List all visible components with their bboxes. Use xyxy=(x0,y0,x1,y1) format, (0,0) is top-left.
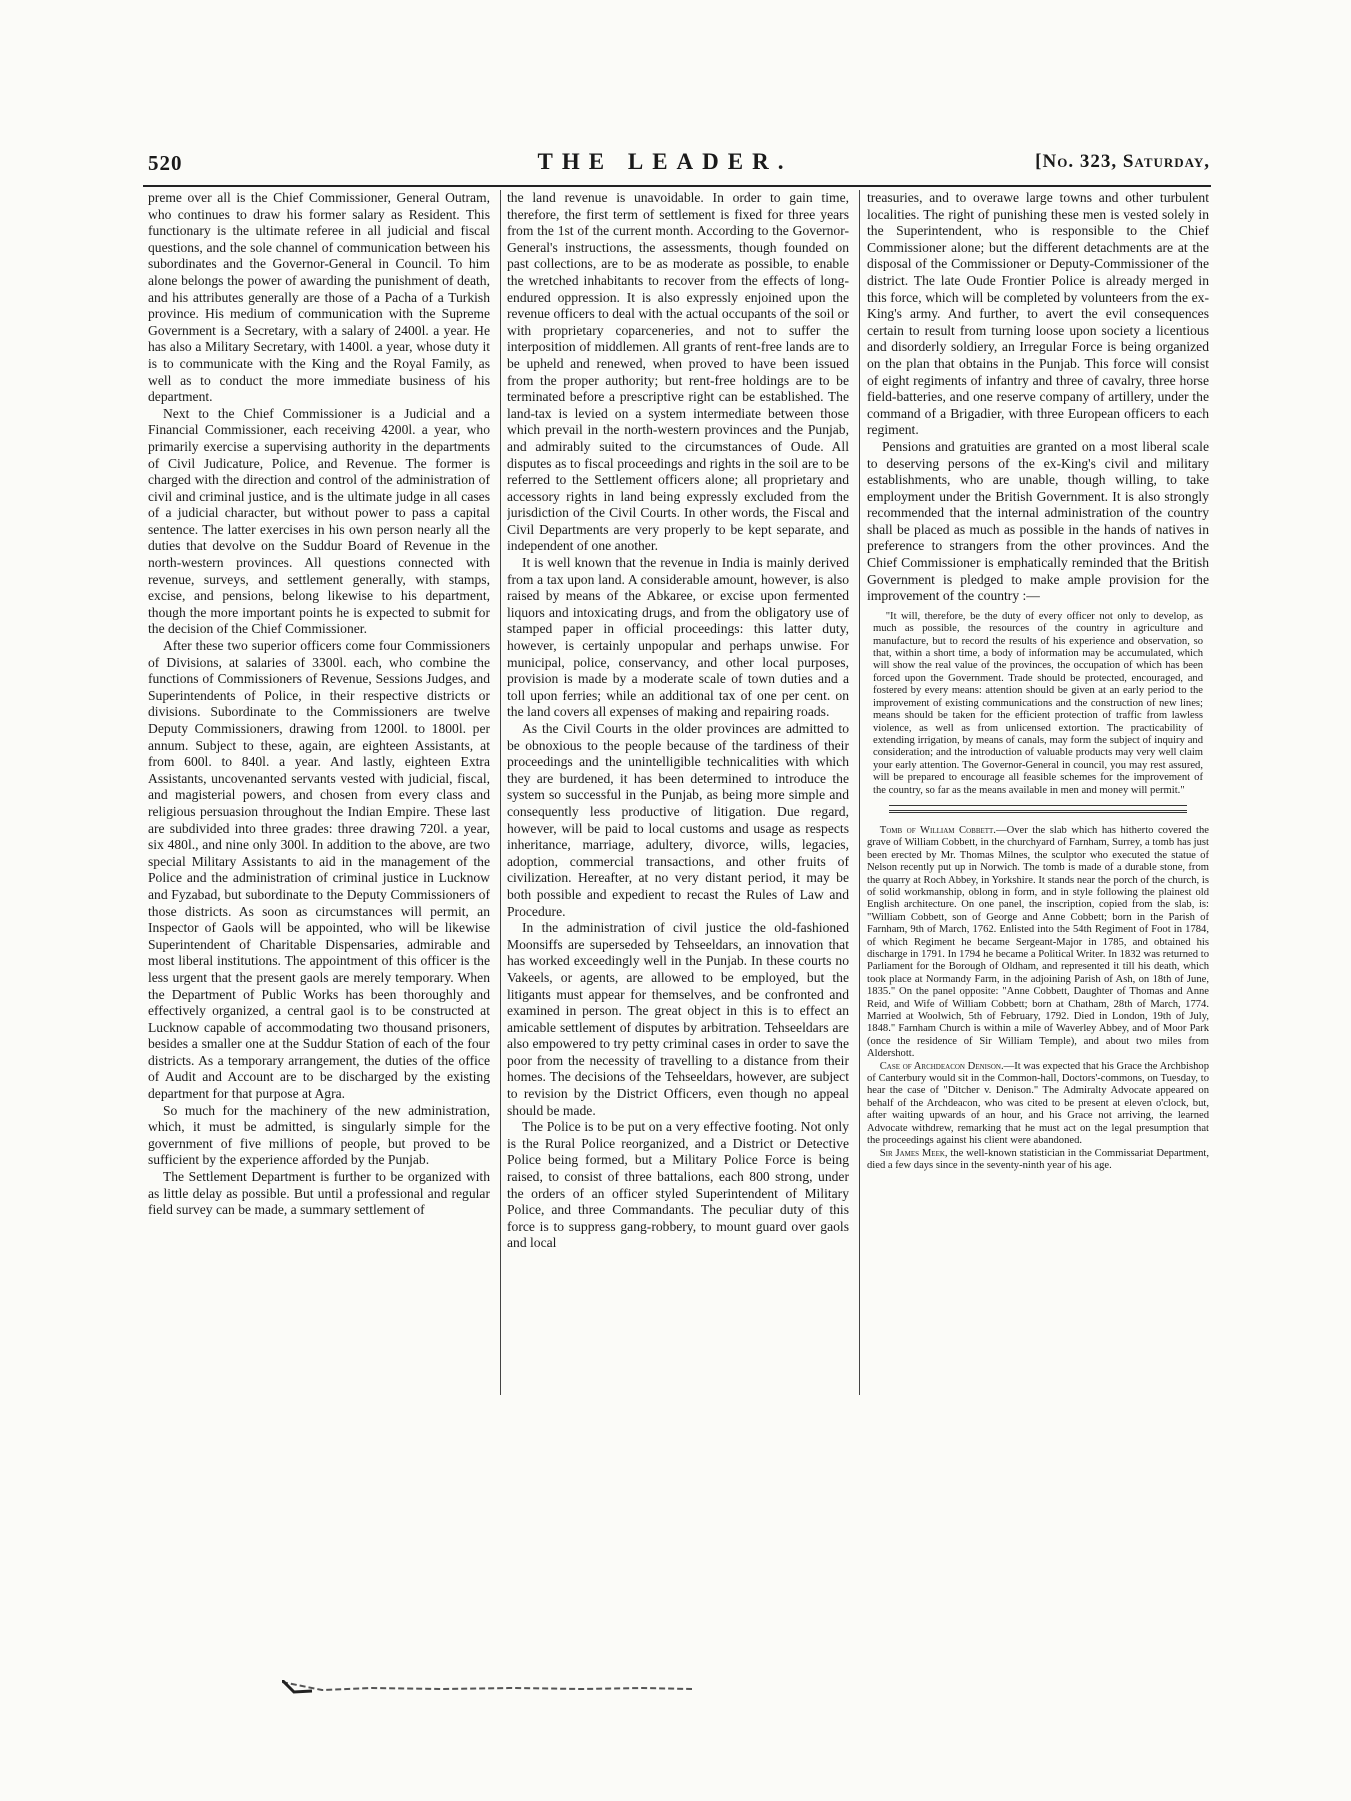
paragraph: the land revenue is unavoidable. In order to gain time, therefore, the first term of settlement is fixed for three years from the 1st of the current month. According to the Governor-General's instructions, the assessments, though founded on past collections, are to be as moderate as possible, to enable the wretched inhabitants to recover from the effects of long-endured oppression. It is also expressly enjoined upon the revenue officers to deal with the actual occupants of the soil or with proprietary coparceneries, and not to suffer the interposition of middlemen. All grants of rent-free lands are to be upheld and renewed, when proved to have been issued from the proper authority; but rent-free holdings are to be terminated before a prescriptive right can be established. The land-tax is levied on a system intermediate between those which prevail in the north-western provinces and the Punjab, and admirably suited to the circumstances of Oude. All disputes as to fiscal proceedings and rights in the soil are to be referred to the Settlement officers alone; all proprietary and accessory rights in land being expressly excluded from the jurisdiction of the Civil Courts. In other words, the Fiscal and Civil Departments are very properly to be kept separate, and independent of one another. xyxy=(507,190,849,554)
column-2 xyxy=(507,190,849,1390)
news-item xyxy=(867,1061,1209,1148)
quote-text: "It will, therefore, be the duty of every officer not only to develop, as much as possible, the resources of the country in agriculture and manufacture, but to record the results of his experience and observation, so that, within a short time, a body of information may be accumulated, which will show the real value of the provinces, the occupation of which has been forced upon the Government. Trade should be protected, encouraged, and fostered by every means: attention should be given at an early period to the improvement of existing communications and the construction of new lines; means should be taken for the efficient protection of traffic from lawless violence, as well as from unlicensed extortion. The practicability of extending irrigation, by means of canals, may form the subject of inquiry and consideration; and the introduction of valuable products may very well claim your early attention. The Governor-General in council, you may rest assured, will be prepared to encourage all feasible schemes for the improvement of the country, so far as the means available in men and money will permit." xyxy=(873,610,1203,796)
news-item-head: Case of Archdeacon Denison. xyxy=(879,1060,1004,1072)
paragraph: treasuries, and to overawe large towns and other turbulent localities. The right of punishing these men is vested solely in the Superintendent, who is responsible to the Chief Commissioner alone; but the different detachments are at the disposal of the Commissioner or Deputy-Commissioner of the district. The late Oude Frontier Police is already merged in this force, which will be completed by volunteers from the ex-King's army. And further, to avert the evil consequences certain to result from turning loose upon society a licentious and disorderly soldiery, an Irregular Force is being organized on the plan that obtains in the Punjab. This force will consist of eight regiments of infantry and three of cavalry, three horse field-batteries, and one reserve company of artillery, under the command of a Brigadier, with three European officers to each regiment. xyxy=(867,190,1209,438)
page-number: 520 xyxy=(148,151,183,175)
column-1 xyxy=(148,190,490,1390)
paragraph: It is well known that the revenue in India is mainly derived from a tax upon land. A considerable amount, however, is also raised by means of the Abkaree, or excise upon fermented liquors and intoxicating drugs, and from the obligatory use of stamped paper in official proceedings: this latter duty, however, is certainly unpopular and perhaps unwise. For municipal, police, conservancy, and other local purposes, provision is made by a moderate scale of town duties and a toll upon ferries; while an additional tax of one per cent. on the land covers all expenses of making and repairing roads. xyxy=(507,555,849,720)
section-rule xyxy=(889,805,1187,806)
news-item-text: —Over the slab which has hitherto covered the grave of William Cobbett, in the churchyard of Farnham, Surrey, a tomb has just been erected by Mr. Thomas Milnes, the sculptor who executed the statue of Nelson recently put up in Norwich. The tomb is made of a durable stone, from the quarry at Roch Abbey, in Yorkshire. It stands near the porch of the church, is of solid workmanship, oblong in form, and in style following the plainest old English architecture. On one panel, the inscription, copied from the slab, is: "William Cobbett, son of George and Anne Cobbett; born in the Parish of Farnham, 9th of March, 1762. Enlisted into the 54th Regiment of Foot in 1784, of which Regiment he became Sergeant-Major in 1785, and obtained his discharge in 1791. In 1794 he became a Political Writer. In 1832 was returned to Parliament for the Borough of Oldham, and represented it till his death, which took place at Normandy Farm, in the adjoining Parish of Ash, on 18th of June, 1835." On the panel opposite: "Anne Cobbett, Daughter of Thomas and Anne Reid, and Wife of William Cobbett; born at Chatham, 28th of March, 1774. Married at Woolwich, 5th of February, 1792. Died in London, 19th of July, 1848." Farnham Church is within a mile of Waverley Abbey, and of Moor Park (once the residence of Sir William Temple), and about two miles from Aldershott. xyxy=(867,824,1209,1060)
news-notes xyxy=(867,825,1209,1172)
paragraph: As the Civil Courts in the older provinces are admitted to be obnoxious to the people because of the tardiness of their proceedings and the unintelligible technicalities with which they are burdened, it has been determined to introduce the system so successful in the Punjab, as being more simple and consequently less productive of litigation. Due regard, however, will be paid to local customs and usage as respects inheritance, marriage, adultery, divorce, wills, legacies, adoption, commercial transactions, and other fruits of civilization. Hereafter, at no very distant period, it may be both possible and expedient to recast the Rules of Law and Procedure. xyxy=(507,721,849,919)
column-divider xyxy=(859,190,860,1395)
paragraph: The Police is to be put on a very effective footing. Not only is the Rural Police reorganized, and a District or Detective Police being formed, but a Military Police Force is being raised, to consist of three battalions, each 800 strong, under the orders of an officer styled Superintendent of Military Police, and three Commandants. The peculiar duty of this force is to suppress gang-robbery, to mount guard over gaols and local xyxy=(507,1119,849,1251)
paragraph: After these two superior officers come four Commissioners of Divisions, at salaries of 3300l. each, who combine the functions of Commissioners of Revenue, Sessions Judges, and Superintendents of Police, in their respective districts or divisions. Subordinate to the Commissioners are twelve Deputy Commissioners, drawing from 1200l. to 1800l. per annum. Subject to these, again, are eighteen Assistants, at from 600l. to 840l. a year. And lastly, eighteen Extra Assistants, uncovenanted servants vested with judicial, fiscal, and magisterial powers, and chosen from every class and religious persuasion throughout the Indian Empire. These last are subdivided into three grades: three drawing 720l. a year, six 480l., and nine only 300l. In addition to the above, are two special Military Assistants to aid in the management of the Police and the administration of criminal justice in Lucknow and Fyzabad, but subordinate to the Deputy Commissioners of those districts. As soon as circumstances will permit, an Inspector of Gaols will be appointed, who will be likewise Superintendent of Charitable Dispensaries, admirable and most liberal institutions. The appointment of this officer is the less urgent that the present gaols are merely temporary. When the Department of Public Works has been thoroughly and effectively organized, a central gaol is to be constructed at Lucknow capable of accommodating two thousand prisoners, besides a smaller one at the Suddur Station of each of the four districts. As a temporary arrangement, the duties of the office of Audit and Account are to be discharged by the existing department for that purpose at Agra. xyxy=(148,638,490,1102)
header-rule xyxy=(143,185,1211,187)
masthead-title: THE LEADER. xyxy=(537,149,793,174)
paragraph: The Settlement Department is further to be organized with as little delay as possible. But until a professional and regular field survey can be made, a summary settlement of xyxy=(148,1169,490,1218)
scan-smudge xyxy=(282,1680,692,1694)
news-item-text: —It was expected that his Grace the Archbishop of Canterbury would sit in the Common-hall, Doctors'-commons, on Tuesday, to hear the case of "Ditcher v. Denison." The Admiralty Advocate appeared on behalf of the Archdeacon, who was cited to be present at eleven o'clock, but, after waiting upwards of an hour, and his Grace not arriving, the learned Advocate withdrew, remarking that he must act on the legal presumption that the proceedings against his client were abandoned. xyxy=(867,1060,1209,1147)
paragraph: In the administration of civil justice the old-fashioned Moonsiffs are superseded by Tehseeldars, an innovation that has worked exceedingly well in the Punjab. In these courts no Vakeels, or agents, are allowed to be employed, but the litigants must appear for themselves, and be confronted and examined in person. The great object in this is to effect an amicable settlement of disputes by arbitration. Tehseeldars are also empowered to try petty criminal cases in order to save the poor from the necessity of travelling to a distance from their homes. The decisions of the Tehseeldars, however, are subject to revision by the District Officers, even though no appeal should be made. xyxy=(507,920,849,1118)
paragraph: So much for the machinery of the new administration, which, it must be admitted, is singularly simple for the government of five millions of people, but proved to be sufficient by the experience afforded by the Punjab. xyxy=(148,1102,490,1168)
page-header xyxy=(120,145,1210,181)
section-rule xyxy=(889,810,1187,813)
quoted-instructions xyxy=(873,611,1203,797)
paragraph: preme over all is the Chief Commissioner, General Outram, who continues to draw his former salary as Resident. This functionary is the ultimate referee in all judicial and fiscal questions, and the sole channel of communication between his subordinates and the Governor-General in Council. To him alone belongs the power of awarding the punishment of death, and his attributes generally are those of a Pacha of a Turkish province. His medium of communication with the Supreme Government is a Secretary, with a salary of 2400l. a year. He has also a Military Secretary, with 1400l. a year, whose duty it is to communicate with the King and the Royal Family, as well as to conduct the more immediate business of his department. xyxy=(148,190,490,405)
news-item xyxy=(867,1148,1209,1173)
column-3 xyxy=(867,190,1209,1390)
news-item-head: Tomb of William Cobbett. xyxy=(879,824,996,836)
paragraph: Pensions and gratuities are granted on a most liberal scale to deserving persons of the ex-King's civil and military establishments, who are unable, though willing, to take employment under the British Government. It is also strongly recommended that the internal administration of the country shall be placed as much as possible in the hands of natives in preference to strangers from the other provinces. And the Chief Commissioner is emphatically reminded that the British Government is pledged to make ample provision for the improvement of the country :— xyxy=(867,438,1209,604)
news-item-head: Sir James Meek, xyxy=(879,1147,948,1159)
news-item xyxy=(867,825,1209,1061)
issue-info: [No. 323, Saturday, xyxy=(1035,151,1210,172)
column-divider xyxy=(500,190,501,1395)
news-item-text: the well-known statistician in the Commissariat Department, died a few days since in the seventy-ninth year of his age. xyxy=(867,1147,1209,1171)
paragraph: Next to the Chief Commissioner is a Judicial and a Financial Commissioner, each receiving 4200l. a year, who primarily exercise a supervising authority in the departments of Civil Judicature, Police, and Revenue. The former is charged with the direction and control of the administration of civil and criminal justice, and is the ultimate judge in all cases of a judicial character, but without power to pass a capital sentence. The latter exercises in his own person nearly all the duties that devolve on the Suddur Board of Revenue in the north-western provinces. All questions connected with revenue, surveys, and settlement generally, with stamps, excise, and pensions, belong likewise to his department, though the more important points he is expected to submit for the decision of the Chief Commissioner. xyxy=(148,405,490,637)
